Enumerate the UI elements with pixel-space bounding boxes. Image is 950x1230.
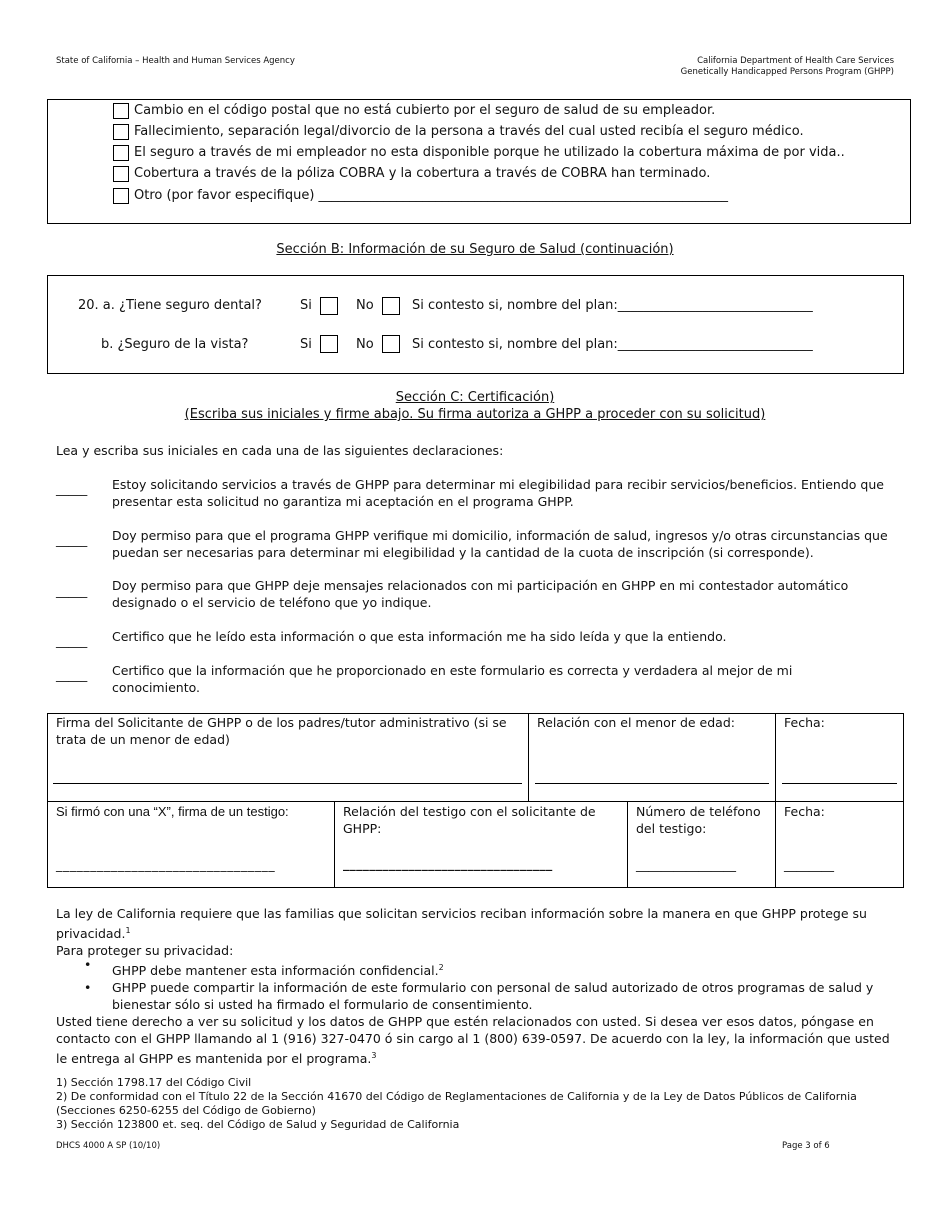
- initial-blank[interactable]: _____: [56, 583, 88, 598]
- declaration-text: Doy permiso para que GHPP deje mensajes relacionados con mi participación en GHPP en mi contestador automático designado o el servicio de teléfono que yo indique.: [112, 578, 849, 610]
- declaration-text: Certifico que la información que he proporcionado en este formulario es correcta y verdadera al mejor de mi conocimiento.: [112, 663, 793, 695]
- header-department-line2: Genetically Handicapped Persons Program (GHPP): [680, 67, 894, 77]
- date-label: Fecha:: [784, 715, 825, 730]
- privacy-bullet: [56, 959, 896, 979]
- footnote: 1) Sección 1798.17 del Código Civil: [56, 1076, 252, 1089]
- footnote-ref: 1: [125, 926, 131, 935]
- reason-row: [113, 142, 845, 163]
- initial-blank[interactable]: _____: [56, 667, 88, 682]
- initial-blank[interactable]: _____: [56, 532, 88, 547]
- witness-phone-label: Número de teléfono del testigo:: [636, 804, 761, 836]
- applicant-signature-label: Firma del Solicitante de GHPP o de los padres/tutor administrativo (si se trata de un menor de edad): [56, 715, 507, 747]
- reason-label: Cambio en el código postal que no está cubierto por el seguro de salud de su empleador.: [134, 103, 716, 118]
- witness-signature-field[interactable]: ________________________________: [56, 857, 276, 872]
- privacy-bullets: [56, 959, 896, 1013]
- witness-relationship-field[interactable]: ________________________________: [343, 856, 553, 871]
- privacy-text: Usted tiene derecho a ver su solicitud y los datos de GHPP que estén relacionados con usted. Si desea ver esos datos, póngase en contacto con el GHPP llamando al 1 (916) 327-0470 ó sin cargo al 1 (800) 639-0597. De acuerdo con la ley, la información que usted le entrega al GHPP es mantenida por el programa.: [56, 1014, 890, 1067]
- reason-label: Cobertura a través de la póliza COBRA y la cobertura a través de COBRA han terminado.: [134, 166, 711, 181]
- header-department-line1: California Department of Health Care Services: [697, 56, 894, 66]
- applicant-signature-line[interactable]: [53, 783, 522, 784]
- privacy-paragraph: Para proteger su privacidad:: [56, 943, 234, 959]
- section-c-subtitle: (Escriba sus iniciales y firme abajo. Su firma autoriza a GHPP a proceder con su solicitud): [184, 407, 766, 422]
- vision-no-label: No: [356, 337, 374, 352]
- reason-row: [113, 121, 804, 142]
- signature-table-divider: [627, 801, 628, 888]
- footnote: 2) De conformidad con el Título 22 de la Sección 41670 del Código de Reglamentaciones de California y de la Ley de Datos Públicos de California (Secciones 6250-6255 del Código de Gobierno): [56, 1090, 857, 1117]
- witness-relationship-label: Relación del testigo con el solicitante de GHPP:: [343, 804, 596, 836]
- section-b-box: [47, 275, 904, 374]
- privacy-text: La ley de California requiere que las familias que solicitan servicios reciban información sobre la manera en que GHPP protege su privacidad.: [56, 906, 867, 942]
- reason-checkbox[interactable]: [113, 166, 129, 182]
- dental-no-checkbox[interactable]: [382, 297, 400, 315]
- privacy-bullet: [56, 979, 896, 1013]
- reason-checkbox[interactable]: [113, 103, 129, 119]
- vision-plan-field[interactable]: Si contesto si, nombre del plan:______________________________: [412, 337, 813, 352]
- reason-checkbox[interactable]: [113, 145, 129, 161]
- form-id: DHCS 4000 A SP (10/10): [56, 1141, 161, 1151]
- footnote-ref: 3: [371, 1051, 377, 1061]
- minor-relationship-label: Relación con el menor de edad:: [537, 715, 735, 730]
- reason-row: [113, 100, 715, 121]
- witness-date-label: Fecha:: [784, 804, 825, 819]
- declaration-text: Doy permiso para que el programa GHPP verifique mi domicilio, información de salud, ingresos y/o otras circunstancias que puedan ser necesarias para determinar mi elegibilidad y la cantidad de la cuota de inscripción (si corresponde).: [112, 528, 888, 560]
- section-c-title: Sección C: Certificación): [395, 390, 555, 405]
- reason-label: Fallecimiento, separación legal/divorcio de la persona a través del cual usted recibía el seguro médico.: [134, 124, 804, 139]
- header-agency: State of California – Health and Human Services Agency: [56, 56, 295, 66]
- witness-date-field[interactable]: ________: [784, 857, 834, 872]
- dental-yes-label: Si: [300, 298, 312, 313]
- footnote-ref: 2: [438, 963, 444, 973]
- section-b-title: Sección B: Información de su Seguro de Salud (continuación): [276, 242, 674, 257]
- reason-label: El seguro a través de mi empleador no esta disponible porque he utilizado la cobertura máxima de por vida..: [134, 145, 845, 160]
- privacy-paragraph: [56, 905, 896, 942]
- declaration-text: Certifico que he leído esta información o que esta información me ha sido leída y que la entiendo.: [112, 629, 727, 644]
- privacy-paragraph: [56, 1013, 896, 1067]
- vision-yes-label: Si: [300, 337, 312, 352]
- signature-table-divider: [775, 713, 776, 888]
- signature-table-divider: [528, 713, 529, 801]
- bullet-icon: •: [84, 957, 92, 973]
- vision-no-checkbox[interactable]: [382, 335, 400, 353]
- declaration-text: Estoy solicitando servicios a través de GHPP para determinar mi elegibilidad para recibir servicios/beneficios. Entiendo que presentar esta solicitud no garantiza mi aceptación en el programa GHPP.: [112, 477, 884, 509]
- reason-checkbox[interactable]: [113, 188, 129, 204]
- reason-label: Otro (por favor especifique) _______________________________________________________________: [134, 188, 729, 203]
- section-c-intro: Lea y escriba sus iniciales en cada una de las siguientes declaraciones:: [56, 443, 504, 458]
- page-number: Page 3 of 6: [782, 1141, 830, 1151]
- footnotes: [56, 1076, 886, 1132]
- initial-blank[interactable]: _____: [56, 633, 88, 648]
- minor-relationship-line[interactable]: [535, 783, 769, 784]
- vision-yes-checkbox[interactable]: [320, 335, 338, 353]
- vision-question: b. ¿Seguro de la vista?: [101, 337, 249, 352]
- reason-row: [113, 163, 710, 184]
- dental-no-label: No: [356, 298, 374, 313]
- dental-question: 20. a. ¿Tiene seguro dental?: [78, 298, 262, 313]
- witness-signature-label: Si firmó con una “X”, firma de un testigo:: [56, 804, 289, 819]
- header-department: [681, 56, 894, 78]
- reason-checkbox[interactable]: [113, 124, 129, 140]
- reason-row: [113, 185, 728, 206]
- bullet-icon: •: [84, 980, 92, 996]
- date-line[interactable]: [782, 783, 897, 784]
- footnote: 3) Sección 123800 et. seq. del Código de Salud y Seguridad de California: [56, 1118, 460, 1131]
- privacy-bullet-text: GHPP puede compartir la información de este formulario con personal de salud autorizado de otros programas de salud y bienestar sólo si usted ha firmado el formulario de consentimiento.: [112, 980, 874, 1013]
- witness-phone-field[interactable]: ________________: [636, 857, 736, 872]
- signature-table-divider: [334, 801, 335, 888]
- privacy-notice: [56, 905, 896, 1067]
- privacy-bullet-text: GHPP debe mantener esta información confidencial.: [112, 963, 439, 979]
- initial-blank[interactable]: _____: [56, 481, 88, 496]
- dental-plan-field[interactable]: Si contesto si, nombre del plan:______________________________: [412, 298, 813, 313]
- dental-yes-checkbox[interactable]: [320, 297, 338, 315]
